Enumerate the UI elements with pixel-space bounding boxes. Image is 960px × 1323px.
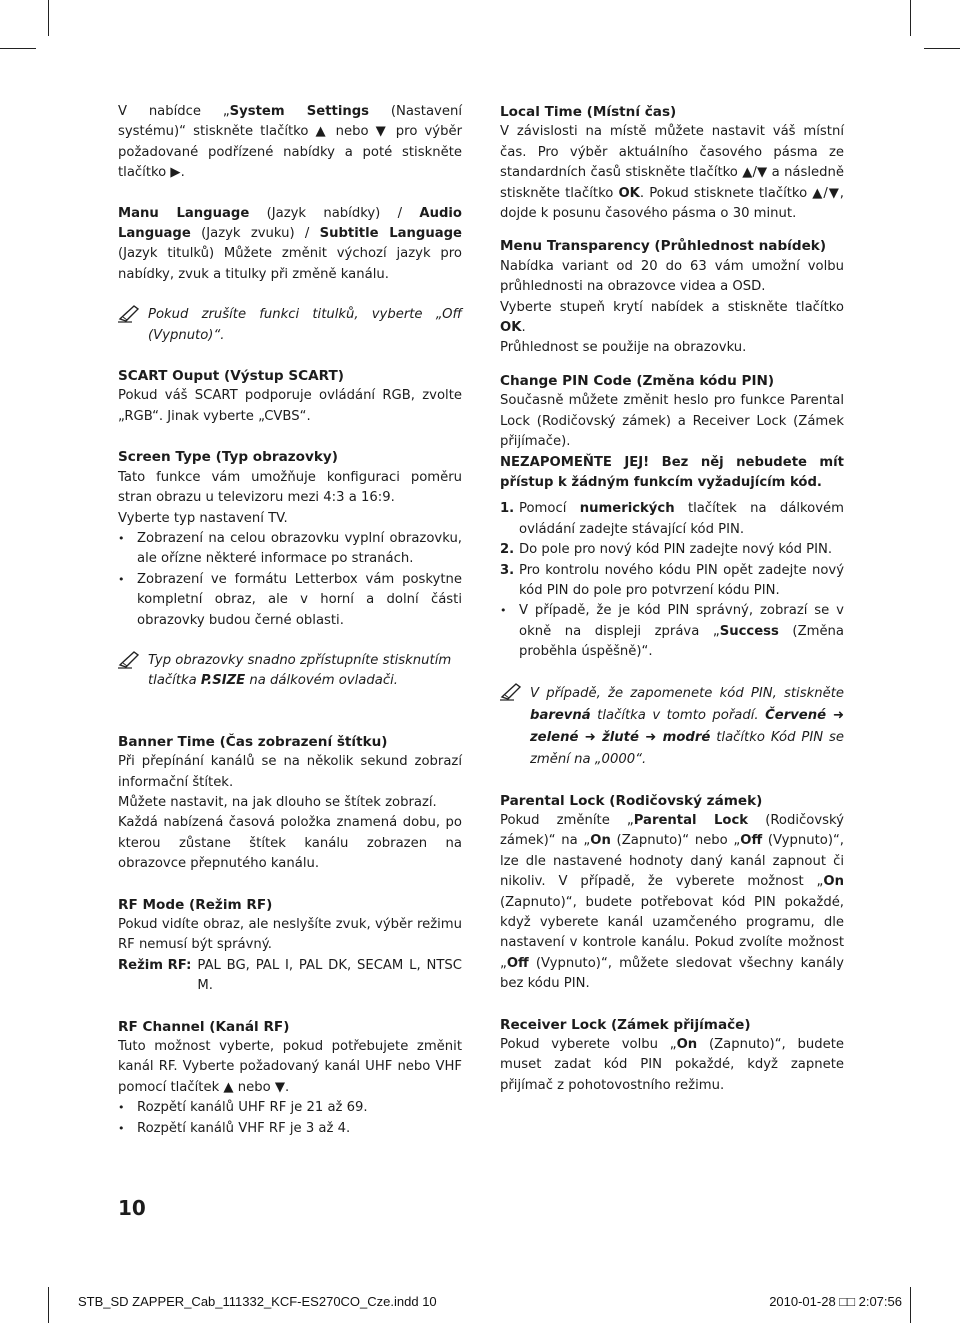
slug-filename: STB_SD ZAPPER_Cab_111332_KCF-ES270CO_Cze.indd 10 xyxy=(78,1294,437,1309)
transparency-text: Vyberte stupeň krytí nabídek a stiskněte tlačítko OK. xyxy=(500,299,844,336)
local-time-text: V závislosti na místě můžete nastavit váš místní čas. Pro výběr aktuálního časového pásma ze standardních časů stiskněte tlačítko ▲/▼ a následně stiskněte tlačítko OK. Pokud stisknete tlačítko ▲/▼, dojde k posunu časového pásma o 30 minut. xyxy=(500,124,844,222)
intro-paragraph: V nabídce „System Settings (Nastavení systému)“ stiskněte tlačítko ▲ nebo ▼ pro výběr požadované podřízené nabídky a poté stiskněte tlačítko ▶. xyxy=(118,104,462,181)
rf-mode-heading: RF Mode (Režim RF) xyxy=(118,896,273,913)
change-pin-text: Současně můžete změnit heslo pro funkce Parental Lock (Rodičovský zámek) a Receiver Lock (Zámek přijímače). xyxy=(500,393,844,450)
screen-type-text: Tato funkce vám umožňuje konfiguraci poměru stran obrazu u televizoru mezi 4:3 a 16:9. xyxy=(118,469,462,506)
page-number: 10 xyxy=(118,1196,146,1220)
change-pin-steps xyxy=(500,499,844,601)
list-item: 3. Pro kontrolu nového kódu PIN opět zadejte nový kód PIN do pole pro potvrzení kódu PIN. xyxy=(500,562,844,598)
note-psize: Typ obrazovky snadno zpřístupníte stisknutím tlačítka P.SIZE na dálkovém ovladači. xyxy=(118,651,462,692)
rf-mode-values: Režim RF: PAL BG, PAL I, PAL DK, SECAM L, NTSC M. xyxy=(118,957,462,994)
banner-time-heading: Banner Time (Čas zobrazení štítku) xyxy=(118,733,388,750)
rf-channel-list xyxy=(118,1098,462,1139)
screen-type-heading: Screen Type (Typ obrazovky) xyxy=(118,449,338,466)
pencil-note-icon xyxy=(118,305,148,325)
note-subtitles: Pokud zrušíte funkci titulků, vyberte „Off (Vypnuto)“. xyxy=(118,305,462,346)
language-paragraph: Manu Language (Jazyk nabídky) / Audio Language (Jazyk zvuku) / Subtitle Language (Jazyk titulků) Můžete změnit výchozí jazyk pro nabídky, zvuk a titulky při změně kanálu. xyxy=(118,205,462,282)
screen-type-text: Vyberte typ nastavení TV. xyxy=(118,510,288,526)
change-pin-sublist xyxy=(500,601,844,662)
transparency-text: Nabídka variant od 20 do 63 vám umožní volbu průhlednosti na obrazovce videa a OSD. xyxy=(500,258,844,295)
rf-channel-heading: RF Channel (Kanál RF) xyxy=(118,1018,290,1035)
rf-mode-text: Pokud vidíte obraz, ale neslyšíte zvuk, výběr režimu RF nemusí být správný. xyxy=(118,917,462,953)
local-time-heading: Local Time (Místní čas) xyxy=(500,104,677,120)
transparency-text: Průhlednost se použije na obrazovku. xyxy=(500,340,747,356)
crop-mark xyxy=(0,48,36,49)
list-item: • Zobrazení na celou obrazovku vyplní obrazovku, ale ořízne některé informace po stranách. xyxy=(118,529,462,570)
change-pin-warning: NEZAPOMEŇTE JEJ! Bez něj nebudete mít přístup k žádným funkcím vyžadujícím kód. xyxy=(500,454,844,490)
list-item: • Rozpětí kanálů VHF RF je 3 až 4. xyxy=(118,1119,462,1139)
pencil-note-icon xyxy=(118,651,148,671)
note-forgot-pin: V případě, že zapomenete kód PIN, stiskněte barevná tlačítka v tomto pořadí. Červené ➜ zelené ➜ žluté ➜ modré tlačítko Kód PIN se změní na „0000“. xyxy=(500,683,844,771)
print-slug xyxy=(0,1294,960,1314)
scart-text: Pokud váš SCART podporuje ovládání RGB, zvolte „RGB“. Jinak vyberte „CVBS“. xyxy=(118,388,462,424)
parental-lock-text: Pokud změníte „Parental Lock (Rodičovský zámek)“ na „On (Zapnuto)“ nebo „Off (Vypnuto)“, lze dle nastavené hodnoty daný kanál zapnout či nikoliv. V případě, že vyberete možnost „On (Zapnuto)“, budete potřebovat kód PIN pokaždé, když vyberete kanál uzamčeného programu, dle nastavení v kontrole kanálu. Pokud zvolíte možnost „Off (Vypnuto)“, můžete sledovat všechny kanály bez kódu PIN. xyxy=(500,812,844,992)
banner-time-text: Při přepínání kanálů se na několik sekund zobrazí informační štítek. xyxy=(118,754,462,790)
slug-timestamp: 2010-01-28 □□ 2:07:56 xyxy=(769,1294,902,1309)
list-item: • V případě, že je kód PIN správný, zobrazí se v okně na displeji zpráva „Success (Změna proběhla úspěšně)“. xyxy=(500,601,844,662)
list-item: 2. Do pole pro nový kód PIN zadejte nový kód PIN. xyxy=(500,542,833,558)
crop-mark xyxy=(924,48,960,49)
list-item: • Zobrazení ve formátu Letterbox vám poskytne kompletní obraz, ale v horní a dolní části obrazovky budou černé oblasti. xyxy=(118,570,462,631)
right-column xyxy=(500,102,844,1096)
crop-mark xyxy=(910,0,911,36)
scart-heading: SCART Ouput (Výstup SCART) xyxy=(118,368,344,385)
list-item: • Rozpětí kanálů UHF RF je 21 až 69. xyxy=(118,1098,462,1118)
parental-lock-heading: Parental Lock (Rodičovský zámek) xyxy=(500,792,763,809)
receiver-lock-text: Pokud vyberete volbu „On (Zapnuto)“, budete muset zadat kód PIN pokaždé, když zapnete přijímač z pohotovostního režimu. xyxy=(500,1037,844,1093)
rf-channel-text: Tuto možnost vyberte, pokud potřebujete změnit kanál RF. Vyberte požadovaný kanál UHF nebo VHF pomocí tlačítek ▲ nebo ▼. xyxy=(118,1039,462,1095)
transparency-heading: Menu Transparency (Průhlednost nabídek) xyxy=(500,238,827,255)
pencil-note-icon xyxy=(500,683,530,703)
list-item: 1. Pomocí numerických tlačítek na dálkovém ovládání zadejte stávající kód PIN. xyxy=(500,501,844,537)
crop-mark xyxy=(48,0,49,36)
banner-time-text: Každá nabízená časová položka znamená dobu, po kterou zůstane štítek kanálu zobrazen na obrazovce přepnutého kanálu. xyxy=(118,815,462,872)
left-column xyxy=(118,102,462,1139)
receiver-lock-heading: Receiver Lock (Zámek přijímače) xyxy=(500,1016,751,1033)
screen-type-list xyxy=(118,529,462,631)
change-pin-heading: Change PIN Code (Změna kódu PIN) xyxy=(500,372,775,389)
banner-time-text: Můžete nastavit, na jak dlouho se štítek zobrazí. xyxy=(118,794,437,810)
